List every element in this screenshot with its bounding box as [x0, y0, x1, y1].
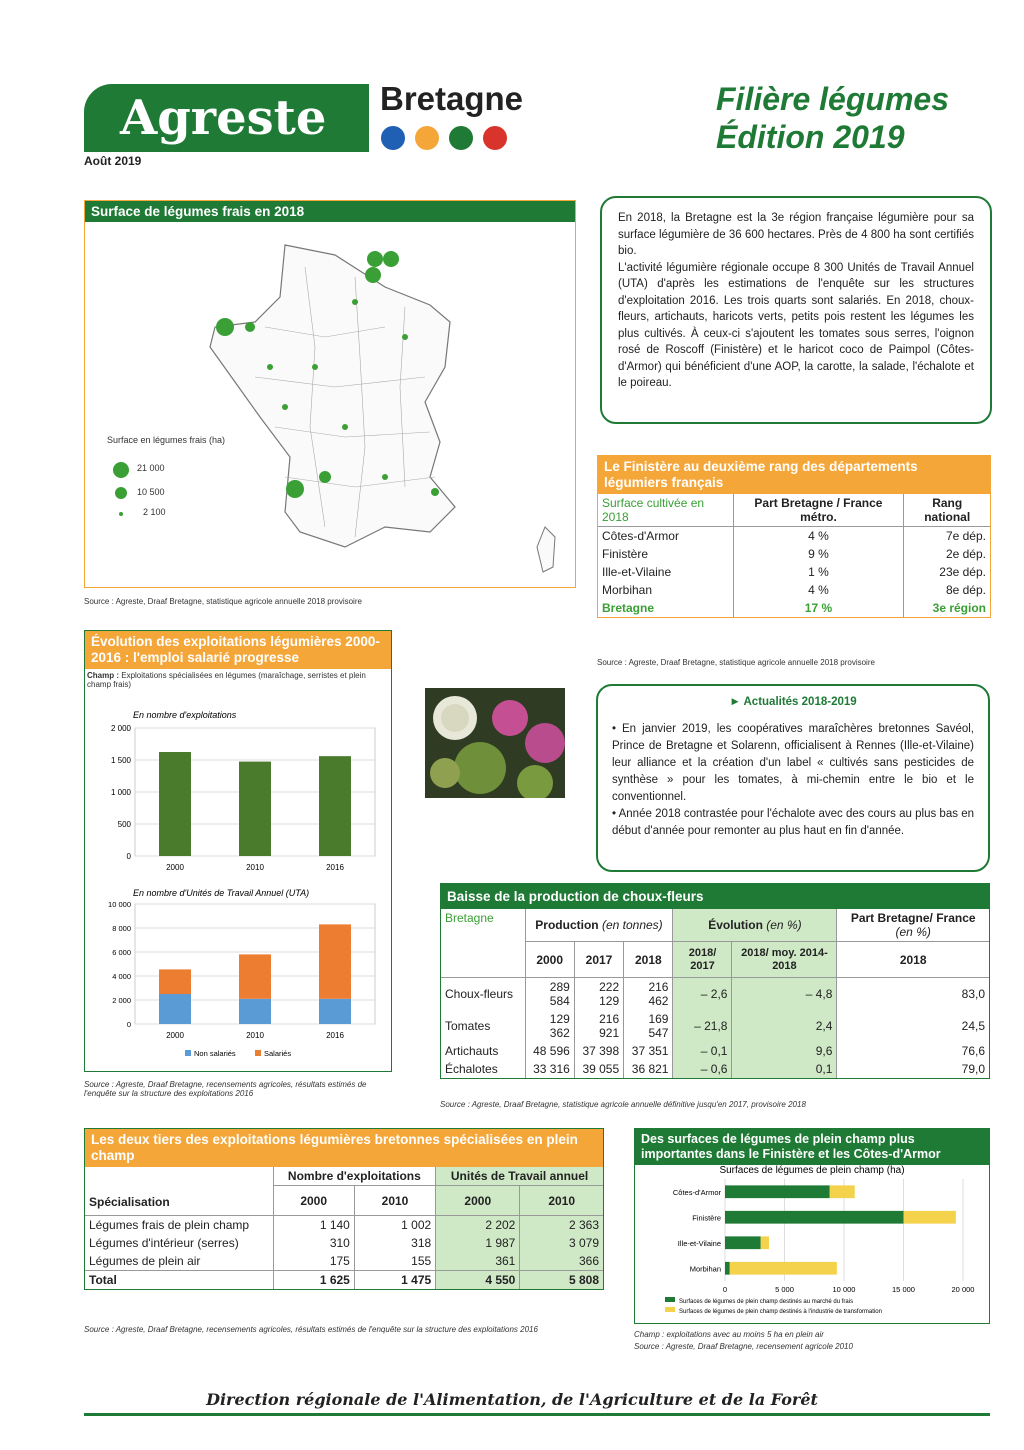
- pleinchamp-chart: [635, 1163, 989, 1323]
- actualites-p2: • Année 2018 contrastée pour l'échalote avec des cours au plus bas en début d'année pour remonter au plus haut en fin d'année.: [612, 808, 974, 837]
- chart1-xtick: 2016: [326, 863, 344, 872]
- france-map: [85, 227, 575, 587]
- rank-h2: Part Bretagne / France métro.: [733, 494, 904, 527]
- chart3-legend-label: Surfaces de légumes de plein champ destinés au marché du frais: [679, 1299, 854, 1305]
- choux-table: Bretagne Production (en tonnes) Évolution (en %) Part Bretagne/ France (en %) 2000 2017 2018 2018/ 2017 2018/ moy. 2014-2018 2018 Choux-fleurs 289 584 222 129 216 462 – 2,6 – 4,8 83,0 Tomates 129 362 216 921 169 547 – 21,8 2,4 24,5 Artichauts 48 596 37 398 37 351 – 0,1 9,6 76,6 Échalotes 33 316 39 055 36 821 – 0,6 0,1 79,0: [441, 909, 989, 1078]
- chart2-legend-label: Non salariés: [194, 1049, 236, 1058]
- map-legend-3: 2 100: [143, 507, 166, 517]
- logo-text: Agreste: [120, 90, 327, 146]
- chart3-category: Ille-et-Vilaine: [677, 1238, 721, 1248]
- intro-p1: En 2018, la Bretagne est la 3e région française légumière pour sa surface légumière de 36 600 hectares. Près de 4 800 ha sont certifiés bio.: [618, 212, 974, 257]
- evolution-title: Évolution des exploitations légumières 2000-2016 : l'emploi salarié progresse: [85, 631, 391, 669]
- rank-source: Source : Agreste, Draaf Bretagne, statistique agricole annuelle 2018 provisoire: [597, 658, 875, 667]
- pleinchamp-source: Source : Agreste, Draaf Bretagne, recensement agricole 2010: [634, 1342, 853, 1351]
- chart1-bar: [319, 756, 351, 856]
- choux-row: Échalotes 33 316 39 055 36 821 – 0,6 0,1 79,0: [441, 1060, 989, 1078]
- rank-row: Finistère 9 % 2e dép.: [598, 545, 990, 563]
- map-legend-2: 10 500: [137, 487, 165, 497]
- exploitations-chart: [85, 706, 391, 876]
- vegetables-photo: [425, 688, 565, 798]
- choux-title: Baisse de la production de choux-fleurs: [441, 884, 989, 909]
- specialisation-table: Spécialisation Nombre d'exploitations Unités de Travail annuel 2000 2010 2000 2010 Légumes frais de plein champ 1 140 1 002 2 202 2 363 Légumes d'intérieur (serres) 310 318 1 987 3 079 Légumes de plein air 175 155 361 366 Total 1 625 1 475 4 550 5 808: [85, 1167, 603, 1289]
- chart1-subtitle: En nombre d'exploitations: [133, 710, 237, 720]
- rank-table: [598, 494, 990, 617]
- rank-row: Ille-et-Vilaine 1 % 23e dép.: [598, 563, 990, 581]
- chart1-ytick: 1 500: [110, 756, 131, 765]
- chart2-ytick: 6 000: [112, 948, 131, 957]
- evolution-source: Source : Agreste, Draaf Bretagne, recensements agricoles, résultats estimés de l'enquête sur la structure des exploitations 2016: [84, 1080, 367, 1098]
- map-panel-title: Surface de légumes frais en 2018: [85, 201, 575, 222]
- uta-chart: [85, 886, 391, 1076]
- chart2-bar-salaries: [159, 969, 191, 994]
- rank-row: Morbihan 4 % 8e dép.: [598, 581, 990, 599]
- chart1-ytick: 0: [126, 852, 131, 861]
- chart3-bar-industrie: [904, 1211, 956, 1224]
- evolution-champ: Champ : Exploitations spécialisées en légumes (maraîchage, serristes et plein champ frais): [87, 671, 366, 689]
- rank-total: Bretagne 17 % 3e région: [598, 599, 990, 617]
- chart3-bar-frais: [725, 1211, 904, 1224]
- chart2-legend-swatch: [255, 1050, 261, 1056]
- chart3-bar-industrie: [830, 1185, 855, 1198]
- chart2-ytick: 0: [126, 1020, 131, 1029]
- chart3-legend-swatch: [665, 1307, 675, 1312]
- actualites-title: ► Actualités 2018-2019: [729, 696, 857, 708]
- chart2-bar-salaries: [319, 924, 351, 998]
- pleinchamp-title: Des surfaces de légumes de plein champ plus importantes dans le Finistère et les Côtes-d'Armor: [635, 1129, 989, 1165]
- chart2-ytick: 2 000: [112, 996, 131, 1005]
- actualites-p1: • En janvier 2019, les coopératives maraîchères bretonnes Savéol, Prince de Bretagne et Solarenn, officialisent à Rennes (Ille-et-Vilaine) leur alliance et la création d'un label « cultivés sans pesticides de synthèse » pour les tomates, à mi-chemin entre le bio et le conventionnel.: [612, 723, 974, 803]
- chart3-legend-label: Surfaces de légumes de plein champ destinés à l'industrie de transformation: [679, 1309, 882, 1315]
- map-legend-1: 21 000: [137, 463, 165, 473]
- chart3-legend-swatch: [665, 1297, 675, 1302]
- rank-title: Le Finistère au deuxième rang des départements légumiers français: [598, 456, 990, 494]
- footer-text: Direction régionale de l'Alimentation, de l'Agriculture et de la Forêt: [206, 1390, 818, 1409]
- pleinchamp-panel: [634, 1128, 990, 1324]
- chart2-xtick: 2016: [326, 1031, 344, 1040]
- region-name: Bretagne: [380, 80, 524, 117]
- dot-orange: [415, 126, 439, 150]
- doc-title-line2: Édition 2019: [716, 119, 905, 155]
- chart2-ytick: 8 000: [112, 924, 131, 933]
- chart3-subtitle: Surfaces de légumes de plein champ (ha): [719, 1165, 905, 1176]
- chart3-bar-frais: [725, 1185, 830, 1198]
- chart1-bar: [239, 762, 271, 856]
- rank-row: Côtes-d'Armor 4 % 7e dép.: [598, 527, 990, 546]
- chart3-bar-industrie: [730, 1262, 837, 1275]
- vegetables-photo-art: [425, 688, 565, 798]
- rank-h1: Surface cultivée en 2018: [602, 496, 705, 524]
- publication-date: Août 2019: [84, 154, 142, 168]
- chart1-ytick: 500: [117, 820, 131, 829]
- choux-row: Artichauts 48 596 37 398 37 351 – 0,1 9,6 76,6: [441, 1042, 989, 1060]
- chart1-ytick: 1 000: [110, 788, 131, 797]
- chart3-xtick: 20 000: [951, 1285, 975, 1294]
- dot-green: [449, 126, 473, 150]
- chart1-bar: [159, 752, 191, 856]
- intro-p2: L'activité légumière régionale occupe 8 300 Unités de Travail Annuel (UTA) d'après les estimations de l'enquête sur les structures d'exploitation 2016. Les trois quarts sont salariés. En 2018, choux-fleurs, artichauts, haricots verts, petits pois restent les légumes les plus cultivés. À ceux-ci s'ajoutent les tomates sous serres, l'oignon rosé de Roscoff (Finistère) et le haricot coco de Paimpol (Côtes-d'Armor) qui bénéficient d'une AOP, la carotte, la salade, l'échalote et le poireau.: [618, 261, 974, 389]
- specialisation-row: Légumes d'intérieur (serres) 310 318 1 987 3 079: [85, 1234, 603, 1252]
- evolution-panel: [84, 630, 392, 1072]
- specialisation-total: Total 1 625 1 475 4 550 5 808: [85, 1271, 603, 1290]
- specialisation-row: Légumes de plein air 175 155 361 366: [85, 1252, 603, 1271]
- dot-blue: [381, 126, 405, 150]
- chart3-category: Morbihan: [689, 1264, 721, 1274]
- chart2-bar-salaries: [239, 954, 271, 998]
- chart2-legend-swatch: [185, 1050, 191, 1056]
- map-panel: [84, 200, 576, 588]
- chart3-category: Côtes-d'Armor: [672, 1187, 721, 1197]
- doc-title: [716, 80, 949, 156]
- pleinchamp-champ: Champ : exploitations avec au moins 5 ha en plein air: [634, 1330, 824, 1339]
- specialisation-source: Source : Agreste, Draaf Bretagne, recensements agricoles, résultats estimés de l'enquête sur la structure des exploitations 2016: [84, 1325, 538, 1334]
- chart2-legend-label: Salariés: [264, 1049, 292, 1058]
- chart3-category: Finistère: [692, 1213, 721, 1223]
- choux-panel: [440, 883, 990, 1079]
- chart3-xtick: 5 000: [775, 1285, 794, 1294]
- specialisation-row: Légumes frais de plein champ 1 140 1 002 2 202 2 363: [85, 1216, 603, 1235]
- actualites-box: [596, 684, 990, 872]
- chart2-ytick: 10 000: [108, 900, 131, 909]
- chart2-bar-non-salaries: [159, 994, 191, 1024]
- chart3-xtick: 0: [722, 1285, 728, 1294]
- chart2-xtick: 2010: [246, 1031, 264, 1040]
- choux-source: Source : Agreste, Draaf Bretagne, statistique agricole annuelle définitive jusqu'en 2017, provisoire 2018: [440, 1100, 806, 1109]
- chart2-subtitle: En nombre d'Unités de Travail Annuel (UTA): [133, 888, 310, 898]
- specialisation-title: Les deux tiers des exploitations légumières bretonnes spécialisées en plein champ: [85, 1129, 603, 1167]
- agreste-logo: [84, 84, 369, 152]
- chart3-bar-frais: [725, 1262, 730, 1275]
- map-source: Source : Agreste, Draaf Bretagne, statistique agricole annuelle 2018 provisoire: [84, 597, 362, 606]
- chart2-xtick: 2000: [166, 1031, 184, 1040]
- specialisation-panel: [84, 1128, 604, 1290]
- region-dots: [381, 126, 507, 150]
- chart3-bar-frais: [725, 1236, 761, 1249]
- chart2-bar-non-salaries: [239, 999, 271, 1024]
- chart3-bar-industrie: [761, 1236, 769, 1249]
- intro-box: [600, 196, 992, 424]
- choux-row: Choux-fleurs 289 584 222 129 216 462 – 2,6 – 4,8 83,0: [441, 978, 989, 1011]
- doc-title-line1: Filière légumes: [716, 81, 949, 117]
- chart3-xtick: 10 000: [832, 1285, 856, 1294]
- chart1-ytick: 2 000: [110, 724, 131, 733]
- chart2-bar-non-salaries: [319, 999, 351, 1024]
- chart1-xtick: 2000: [166, 863, 184, 872]
- rank-panel: [597, 455, 991, 618]
- rank-h3: Rang national: [904, 494, 990, 527]
- map-legend-title: Surface en légumes frais (ha): [107, 435, 226, 445]
- dot-red: [483, 126, 507, 150]
- footer-rule: [84, 1413, 990, 1416]
- choux-row: Tomates 129 362 216 921 169 547 – 21,8 2,4 24,5: [441, 1010, 989, 1042]
- chart3-xtick: 15 000: [892, 1285, 915, 1294]
- chart2-ytick: 4 000: [112, 972, 131, 981]
- chart1-xtick: 2010: [246, 863, 264, 872]
